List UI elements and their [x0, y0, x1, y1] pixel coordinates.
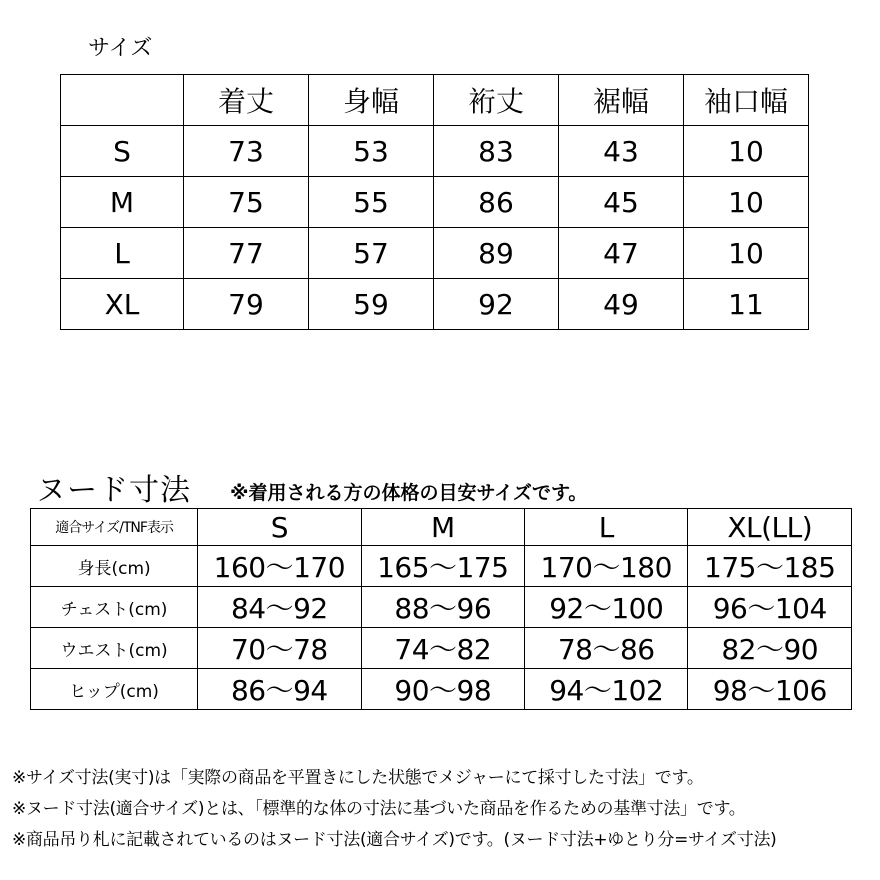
table-cell: L	[61, 228, 184, 279]
table-cell: 10	[683, 177, 808, 228]
table-cell: 43	[558, 126, 683, 177]
table-cell: 55	[308, 177, 433, 228]
table-cell: ヒップ(cm)	[31, 669, 198, 710]
table-cell: 98〜106	[688, 669, 852, 710]
table-cell: 165〜175	[361, 546, 524, 587]
table-cell: 86〜94	[198, 669, 361, 710]
table-cell: M	[61, 177, 184, 228]
table-cell: 82〜90	[688, 628, 852, 669]
table-cell: 77	[184, 228, 309, 279]
table-cell: チェスト(cm)	[31, 587, 198, 628]
table-cell: 73	[184, 126, 309, 177]
table-header-cell: 着丈	[184, 75, 309, 126]
size-table	[60, 74, 809, 330]
nude-size-table	[30, 508, 852, 710]
table-header-cell: 裾幅	[558, 75, 683, 126]
table-cell: 94〜102	[525, 669, 688, 710]
table-cell: 10	[683, 126, 808, 177]
table-cell: S	[61, 126, 184, 177]
table-cell: XL	[61, 279, 184, 330]
table-header-cell: 身幅	[308, 75, 433, 126]
table-row	[61, 228, 809, 279]
table-cell: 74〜82	[361, 628, 524, 669]
table-row	[61, 279, 809, 330]
table-row	[31, 628, 852, 669]
table-row	[61, 126, 809, 177]
table-cell: 84〜92	[198, 587, 361, 628]
table-header-row	[31, 509, 852, 546]
table-cell: 160〜170	[198, 546, 361, 587]
table-cell: 92	[433, 279, 558, 330]
table-header-cell: XL(LL)	[688, 509, 852, 546]
table-cell: 96〜104	[688, 587, 852, 628]
table-cell: 92〜100	[525, 587, 688, 628]
table-cell: 57	[308, 228, 433, 279]
table-cell: 11	[683, 279, 808, 330]
table-cell: 78〜86	[525, 628, 688, 669]
table-cell: 身長(cm)	[31, 546, 198, 587]
table-cell: 49	[558, 279, 683, 330]
table-cell: ウエスト(cm)	[31, 628, 198, 669]
table-cell: 89	[433, 228, 558, 279]
table-cell: 83	[433, 126, 558, 177]
table-header-cell: S	[198, 509, 361, 546]
table-row	[31, 587, 852, 628]
footnote: ※ヌード寸法(適合サイズ)とは、「標準的な体の寸法に基づいた商品を作るための基準寸法」です。	[12, 799, 746, 819]
table-row	[61, 177, 809, 228]
table-cell: 70〜78	[198, 628, 361, 669]
size-title: サイズ	[88, 36, 153, 61]
table-cell: 170〜180	[525, 546, 688, 587]
footnote: ※サイズ寸法(実寸)は「実際の商品を平置きにした状態でメジャーにて採寸した寸法」です。	[12, 768, 704, 788]
table-header-cell: M	[361, 509, 524, 546]
nude-note: ※着用される方の体格の目安サイズです。	[230, 482, 588, 504]
table-header-cell: L	[525, 509, 688, 546]
table-cell: 88〜96	[361, 587, 524, 628]
table-cell: 47	[558, 228, 683, 279]
table-cell: 175〜185	[688, 546, 852, 587]
table-cell: 75	[184, 177, 309, 228]
table-header-cell: 袖口幅	[683, 75, 808, 126]
table-header-cell: 裄丈	[433, 75, 558, 126]
table-row	[31, 669, 852, 710]
table-header-cell: 適合サイズ/TNF表示	[31, 509, 198, 546]
nude-title: ヌード寸法	[36, 473, 191, 508]
footnote: ※商品吊り札に記載されているのはヌード寸法(適合サイズ)です。(ヌード寸法+ゆとり分=サイズ寸法)	[12, 830, 777, 850]
table-row	[31, 546, 852, 587]
table-cell: 53	[308, 126, 433, 177]
table-header-cell	[61, 75, 184, 126]
table-cell: 90〜98	[361, 669, 524, 710]
table-cell: 10	[683, 228, 808, 279]
table-cell: 86	[433, 177, 558, 228]
table-cell: 45	[558, 177, 683, 228]
table-cell: 79	[184, 279, 309, 330]
table-cell: 59	[308, 279, 433, 330]
table-header-row	[61, 75, 809, 126]
